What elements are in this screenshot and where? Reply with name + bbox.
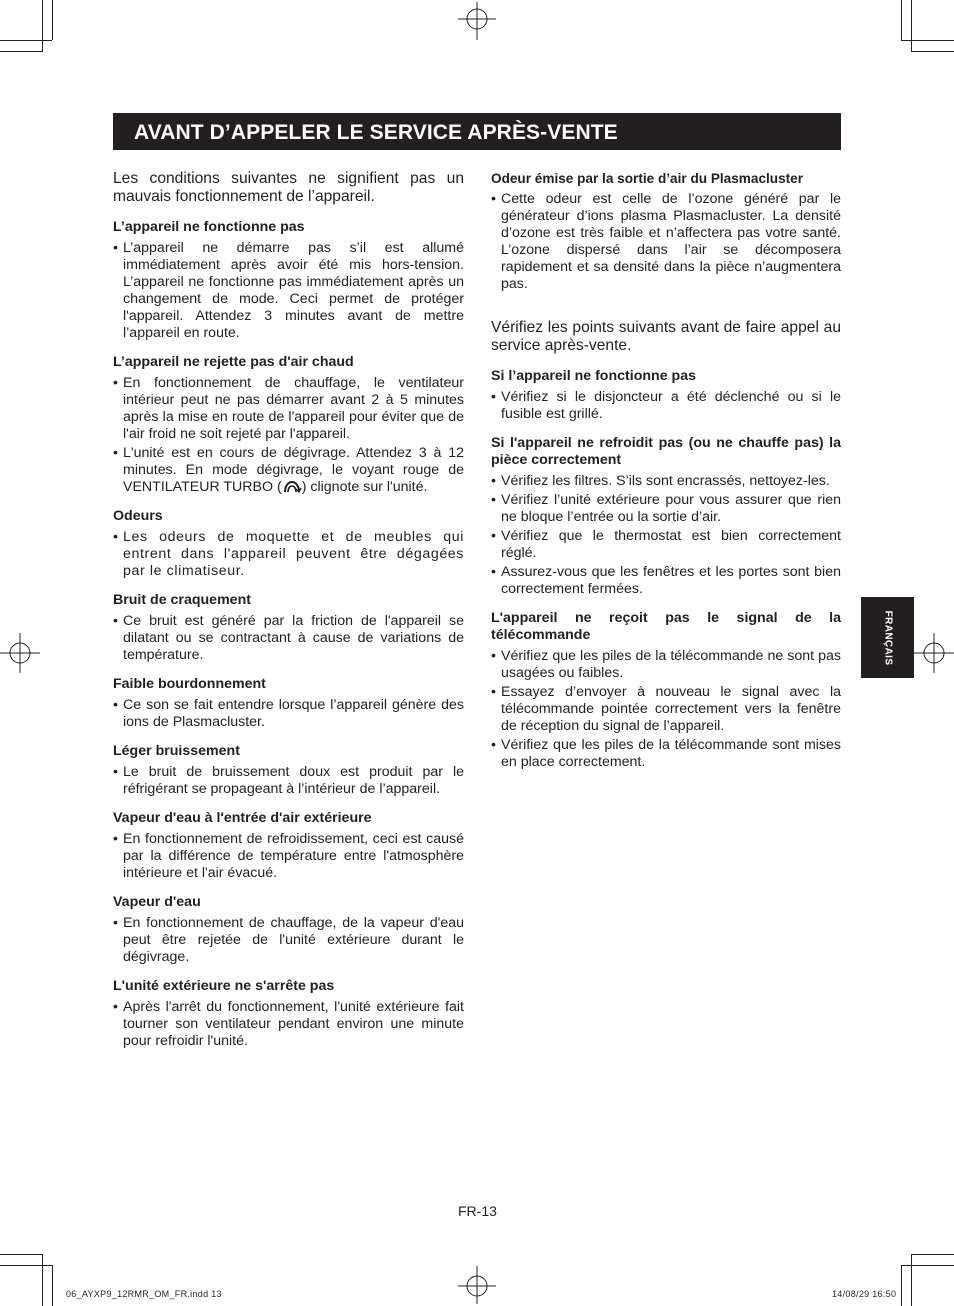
right-column	[491, 170, 841, 783]
list-item: • L’appareil ne démarre pas s’il est allumé immédiatement après avoir été mis hors-tension. L’appareil ne fonctionne pas immédiatement après un changement de mode. Ceci permet de protéger l'appareil. Attendez 3 minutes avant de mettre l’appareil en route.	[113, 240, 464, 342]
section	[113, 978, 464, 1050]
section	[113, 894, 464, 966]
section-title: Vapeur d'eau	[113, 894, 201, 910]
footer-timestamp: 14/08/29 16:50	[832, 1289, 897, 1299]
section	[113, 810, 464, 882]
section-title: L'appareil ne reçoit pas le signal de la télécommande	[491, 610, 841, 643]
section-title: Léger bruissement	[113, 743, 240, 759]
crop-mark	[52, 0, 53, 40]
crop-mark	[911, 1254, 954, 1255]
crop-mark	[42, 1254, 43, 1306]
crop-mark	[901, 1265, 902, 1306]
turbo-text-after: ) clignote sur l'unité.	[301, 479, 428, 495]
section-title: Odeur émise par la sortie d’air du Plasmacluster	[491, 171, 804, 186]
section-title: Vapeur d'eau à l'entrée d'air extérieure	[113, 810, 372, 826]
section	[113, 592, 464, 664]
crop-mark	[0, 1254, 42, 1255]
list-item: • Ce son se fait entendre lorsque l’appareil génère des ions de Plasmacluster.	[113, 697, 464, 731]
list-item: • Assurez-vous que les fenêtres et les portes sont bien correctement fermées.	[491, 564, 841, 598]
list-item: • Vérifiez l’unité extérieure pour vous assurer que rien ne bloque l’entrée ou la sortie d’air.	[491, 492, 841, 526]
crop-mark	[911, 51, 954, 52]
registration-mark-top	[458, 2, 496, 40]
section	[491, 170, 841, 293]
list-item: • En fonctionnement de chauffage, le ventilateur intérieur peut ne pas démarrer avant 2 à 5 minutes après la mise en route de l'appareil pour éviter que de l'air froid ne soit rejeté par l'appareil.	[113, 375, 464, 443]
footer-filename: 06_AYXP9_12RMR_OM_FR.indd 13	[66, 1289, 222, 1299]
list-item: • Les odeurs de moquette et de meubles qui entrent dans l'appareil peuvent être dégagées par le climatiseur.	[113, 529, 464, 580]
list-item: • Cette odeur est celle de l’ozone généré par le générateur d’ions plasma Plasmacluster. La densité d’ozone est très faible et n’affectera pas votre santé. L’ozone dispersé dans l’air se décomposera rapidement et sa densité dans la pièce n’augmentera pas.	[491, 191, 841, 293]
list-item: • Après l'arrêt du fonctionnement, l'unité extérieure fait tourner son ventilateur pendant environ une minute pour refroidir l'unité.	[113, 999, 464, 1050]
crop-mark	[901, 40, 954, 41]
page-number: FR-13	[458, 1203, 497, 1219]
crop-mark	[42, 0, 43, 52]
section-title: Si l’appareil ne fonctionne pas	[491, 368, 696, 384]
registration-mark-bottom	[458, 1266, 496, 1304]
crop-mark	[901, 0, 902, 40]
list-item: • Vérifiez si le disjoncteur a été déclenché ou si le fusible est grillé.	[491, 389, 841, 423]
list-item: • En fonctionnement de chauffage, de la vapeur d'eau peut être rejetée de l'unité extérieure durant le dégivrage.	[113, 915, 464, 966]
language-tab-label: FRANÇAIS	[882, 610, 893, 665]
turbo-text-before: L'unité est en cours de dégivrage. Attendez 3 à 12 minutes. En mode dégivrage, le voyant rouge de VENTILATEUR TURBO (	[123, 445, 464, 495]
crop-mark	[0, 40, 52, 41]
crop-mark	[901, 1265, 954, 1266]
section-title: L'unité extérieure ne s'arrête pas	[113, 978, 335, 994]
crop-mark	[52, 1265, 53, 1306]
right-intro: Vérifiez les points suivants avant de faire appel au service après-vente.	[491, 319, 841, 354]
crop-mark	[0, 1265, 52, 1266]
section	[113, 354, 464, 496]
section-title: L’appareil ne rejette pas d'air chaud	[113, 354, 354, 370]
left-intro: Les conditions suivantes ne signifient pas un mauvais fonctionnement de l’appareil.	[113, 170, 464, 205]
list-item: • Ce bruit est généré par la friction de l'appareil se dilatant ou se contractant à cause de variations de température.	[113, 613, 464, 664]
section	[113, 676, 464, 731]
crop-mark	[0, 51, 42, 52]
list-item: • Le bruit de bruissement doux est produit par le réfrigérant se propageant à l’intérieur de l’appareil.	[113, 764, 464, 798]
section-title: Odeurs	[113, 508, 163, 524]
section	[491, 610, 841, 771]
section	[113, 219, 464, 342]
list-item: • Vérifiez que le thermostat est bien correctement réglé.	[491, 528, 841, 562]
list-item: • Vérifiez que les piles de la télécommande sont mises en place correctement.	[491, 737, 841, 771]
section	[491, 368, 841, 423]
section-title: Faible bourdonnement	[113, 676, 266, 692]
crop-mark	[911, 0, 912, 52]
list-item: • Essayez d’envoyer à nouveau le signal avec la télécommande pointée correctement vers la fenêtre de réception du signal de l’appareil.	[491, 684, 841, 735]
left-column	[113, 170, 464, 1062]
turbo-fan-icon	[282, 480, 302, 494]
section	[113, 508, 464, 580]
list-item: • Vérifiez les filtres. S’ils sont encrassés, nettoyez-les.	[491, 473, 841, 490]
list-item: • Vérifiez que les piles de la télécommande ne sont pas usagées ou faibles.	[491, 648, 841, 682]
section	[113, 743, 464, 798]
crop-mark	[911, 1254, 912, 1306]
section-title: L’appareil ne fonctionne pas	[113, 219, 305, 235]
language-tab	[861, 597, 914, 678]
section-title: Si l'appareil ne refroidit pas (ou ne chauffe pas) la pièce correctement	[491, 435, 841, 468]
list-item	[113, 445, 464, 496]
list-item: • En fonctionnement de refroidissement, ceci est causé par la différence de température entre l'atmosphère intérieure et l'air évacué.	[113, 831, 464, 882]
registration-mark-right	[914, 633, 954, 673]
page-title: AVANT D’APPELER LE SERVICE APRÈS-VENTE	[113, 113, 841, 150]
registration-mark-left	[0, 633, 40, 673]
section	[491, 435, 841, 598]
section-title: Bruit de craquement	[113, 592, 251, 608]
